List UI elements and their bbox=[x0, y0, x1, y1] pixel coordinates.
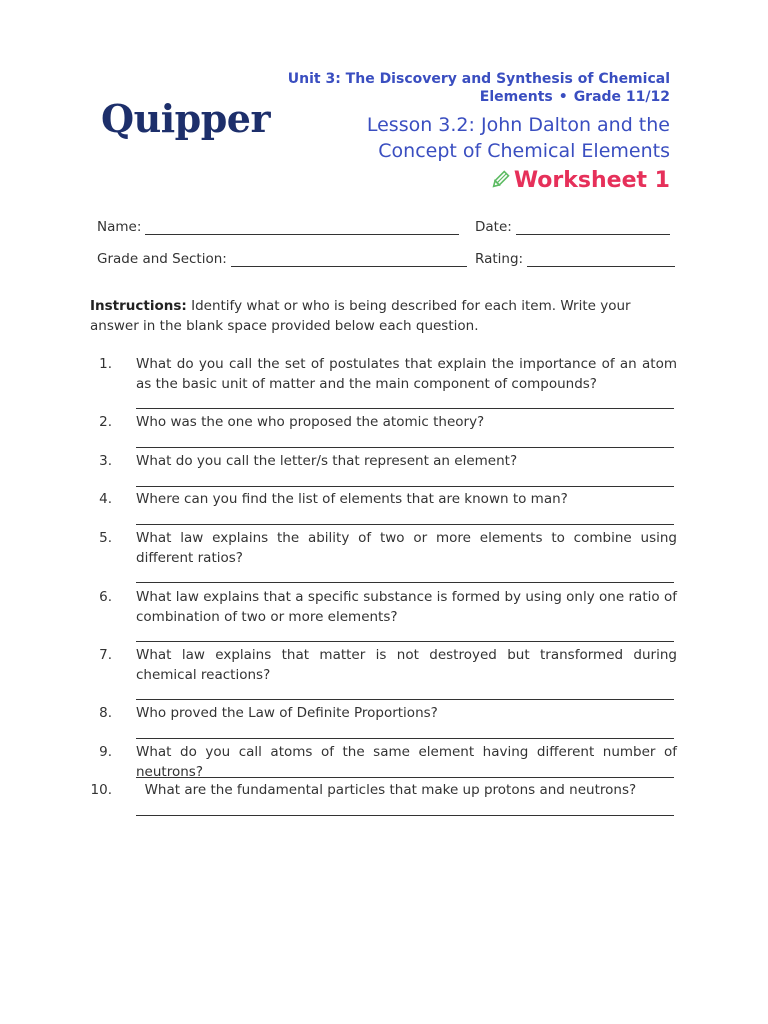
unit-title-elements: Elements bbox=[479, 89, 553, 105]
unit-title-line1: Unit 3: The Discovery and Synthesis of Chemical bbox=[287, 71, 670, 87]
question-number: 8. bbox=[99, 705, 112, 721]
quipper-logo: Quipper bbox=[101, 96, 271, 141]
question-text: What law explains that a specific substance is formed by using only one ratio of combination of two or more elements? bbox=[136, 589, 677, 625]
lesson-title bbox=[270, 112, 670, 164]
question-number: 2. bbox=[99, 414, 112, 430]
question-number: 6. bbox=[99, 589, 112, 605]
name-line[interactable] bbox=[145, 220, 459, 235]
name-field[interactable] bbox=[97, 219, 475, 235]
question-number: 10. bbox=[90, 782, 112, 798]
question-number: 7. bbox=[99, 647, 112, 663]
answer-line[interactable] bbox=[136, 447, 674, 448]
answer-line[interactable] bbox=[136, 408, 674, 409]
separator-dot: • bbox=[558, 89, 568, 105]
grade-level: Grade 11/12 bbox=[573, 89, 670, 105]
question-text: Where can you find the list of elements that are known to man? bbox=[136, 491, 568, 507]
question-text: Who was the one who proposed the atomic theory? bbox=[136, 414, 485, 430]
worksheet-label: Worksheet 1 bbox=[513, 168, 670, 193]
answer-line[interactable] bbox=[136, 486, 674, 487]
pencil-icon bbox=[490, 169, 510, 199]
field-row-1 bbox=[97, 219, 670, 235]
question-number: 4. bbox=[99, 491, 112, 507]
question-text: What are the fundamental particles that make up protons and neutrons? bbox=[136, 782, 637, 798]
instructions-text: Identify what or who is being described for each item. Write your answer in the blank space provided below each question. bbox=[90, 298, 631, 334]
question-text: What law explains that matter is not destroyed but transformed during chemical reactions? bbox=[136, 647, 677, 683]
date-line[interactable] bbox=[516, 220, 670, 235]
grade-section-field[interactable] bbox=[97, 251, 475, 267]
answer-line[interactable] bbox=[136, 738, 674, 739]
answer-line[interactable] bbox=[136, 777, 674, 778]
worksheet-title bbox=[270, 166, 670, 199]
answer-line[interactable] bbox=[136, 815, 674, 816]
answer-line[interactable] bbox=[136, 524, 674, 525]
answer-line[interactable] bbox=[136, 699, 674, 700]
field-row-2 bbox=[97, 251, 675, 267]
worksheet-header bbox=[270, 70, 670, 199]
date-label: Date: bbox=[475, 219, 512, 235]
instructions-label: Instructions: bbox=[90, 298, 187, 314]
question-number: 3. bbox=[99, 453, 112, 469]
unit-title bbox=[270, 70, 670, 106]
name-label: Name: bbox=[97, 219, 142, 235]
question-text: What do you call the set of postulates that explain the importance of an atom as the basic unit of matter and the main component of compounds? bbox=[136, 356, 677, 392]
question-number: 9. bbox=[99, 744, 112, 760]
question-number: 5. bbox=[99, 530, 112, 546]
date-field[interactable] bbox=[475, 219, 670, 235]
lesson-title-line1: Lesson 3.2: John Dalton and the bbox=[366, 114, 670, 136]
instructions bbox=[90, 296, 680, 336]
grade-section-label: Grade and Section: bbox=[97, 251, 227, 267]
rating-line[interactable] bbox=[527, 252, 675, 267]
question-number: 1. bbox=[99, 356, 112, 372]
unit-title-line2 bbox=[270, 88, 670, 106]
question-text: Who proved the Law of Definite Proportions? bbox=[136, 705, 438, 721]
question-text: What do you call the letter/s that represent an element? bbox=[136, 453, 518, 469]
rating-label: Rating: bbox=[475, 251, 524, 267]
question-text: What do you call atoms of the same element having different number of neutrons? bbox=[136, 744, 677, 780]
grade-section-line[interactable] bbox=[231, 252, 467, 267]
lesson-title-line2: Concept of Chemical Elements bbox=[378, 140, 670, 162]
answer-line[interactable] bbox=[136, 582, 674, 583]
rating-field[interactable] bbox=[475, 251, 675, 267]
answer-line[interactable] bbox=[136, 641, 674, 642]
question-text: What law explains the ability of two or more elements to combine using different ratios? bbox=[136, 530, 677, 566]
